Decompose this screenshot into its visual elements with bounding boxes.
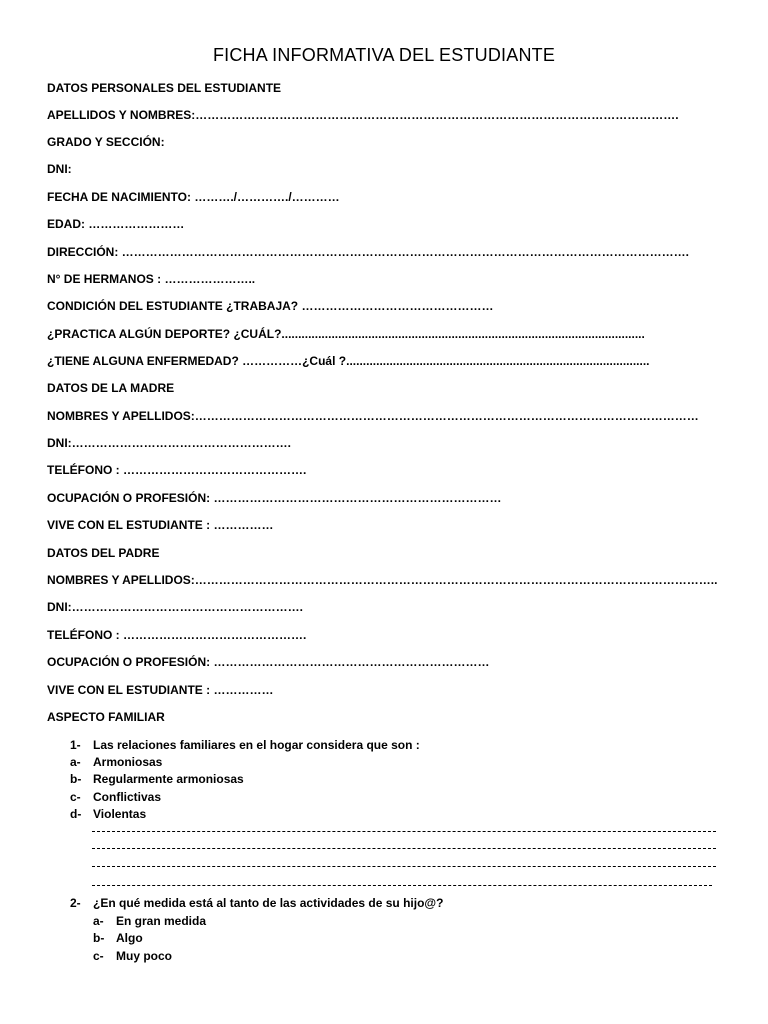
father-field-dni: DNI:………………………………………………….	[47, 600, 303, 614]
q2-option-a-marker: a-	[93, 914, 104, 928]
answer-line-1	[92, 831, 716, 832]
q1-option-b-marker: b-	[70, 772, 82, 786]
section-heading-mother: DATOS DE LA MADRE	[47, 381, 175, 395]
section-heading-family: ASPECTO FAMILIAR	[47, 710, 165, 724]
field-condicion-trabaja: CONDICIÓN DEL ESTUDIANTE ¿TRABAJA? …………………………………………	[47, 299, 494, 313]
field-fecha-nacimiento: FECHA DE NACIMIENTO: ………./…………./…………	[47, 190, 340, 204]
mother-field-dni: DNI:……………………………………………….	[47, 436, 291, 450]
q1-option-c-marker: c-	[70, 790, 81, 804]
field-direccion: DIRECCIÓN: …………………………………………………………………………………………………………………………….	[47, 245, 689, 259]
q2-option-b-text: Algo	[116, 931, 143, 945]
field-edad: EDAD: ……………………	[47, 217, 185, 231]
question-1-number: 1-	[70, 738, 81, 752]
q2-option-c-text: Muy poco	[116, 949, 172, 963]
answer-line-3	[92, 866, 716, 867]
mother-field-vive: VIVE CON EL ESTUDIANTE : ……………	[47, 518, 274, 532]
answer-line-2	[92, 848, 716, 849]
q2-option-c-marker: c-	[93, 949, 104, 963]
mother-field-telefono: TELÉFONO : ……………………………………….	[47, 463, 307, 477]
mother-field-nombres: NOMBRES Y APELLIDOS:………………………………………………………………………………………………………………	[47, 409, 699, 423]
mother-field-ocupacion: OCUPACIÓN O PROFESIÓN: ………………………………………………………………	[47, 491, 502, 505]
question-1-text: Las relaciones familiares en el hogar considera que son :	[93, 738, 420, 752]
field-hermanos: N° DE HERMANOS : …………………..	[47, 272, 256, 286]
q2-option-a-text: En gran medida	[116, 914, 207, 928]
father-field-ocupacion: OCUPACIÓN O PROFESIÓN: ……………………………………………………………	[47, 655, 490, 669]
father-field-vive: VIVE CON EL ESTUDIANTE : ……………	[47, 683, 274, 697]
field-enfermedad: ¿TIENE ALGUNA ENFERMEDAD? ……………¿Cuál ?...........................................................................................	[47, 354, 650, 368]
question-2-number: 2-	[70, 896, 81, 910]
answer-line-4	[92, 885, 712, 886]
field-apellidos-nombres: APELLIDOS Y NOMBRES:………………………………………………………………………………………………………….	[47, 108, 679, 122]
q1-option-c-text: Conflictivas	[93, 790, 162, 804]
document-title: FICHA INFORMATIVA DEL ESTUDIANTE	[212, 45, 556, 65]
q1-option-b-text: Regularmente armoniosas	[93, 772, 244, 786]
q2-option-b-marker: b-	[93, 931, 105, 945]
section-heading-father: DATOS DEL PADRE	[47, 546, 160, 560]
field-dni: DNI:	[47, 162, 72, 176]
field-deporte: ¿PRACTICA ALGÚN DEPORTE? ¿CUÁL?.............................................................................................................	[47, 327, 645, 341]
q1-option-a-marker: a-	[70, 755, 81, 769]
question-2-text: ¿En qué medida está al tanto de las actividades de su hijo@?	[93, 896, 444, 910]
section-heading-personal: DATOS PERSONALES DEL ESTUDIANTE	[47, 81, 282, 95]
q1-option-d-marker: d-	[70, 807, 82, 821]
field-grado-seccion: GRADO Y SECCIÓN:	[47, 135, 165, 149]
father-field-nombres: NOMBRES Y APELLIDOS:…………………………………………………………………………………………………………………..	[47, 573, 718, 587]
q1-option-d-text: Violentas	[93, 807, 147, 821]
q1-option-a-text: Armoniosas	[93, 755, 163, 769]
father-field-telefono: TELÉFONO : ……………………………………….	[47, 628, 307, 642]
